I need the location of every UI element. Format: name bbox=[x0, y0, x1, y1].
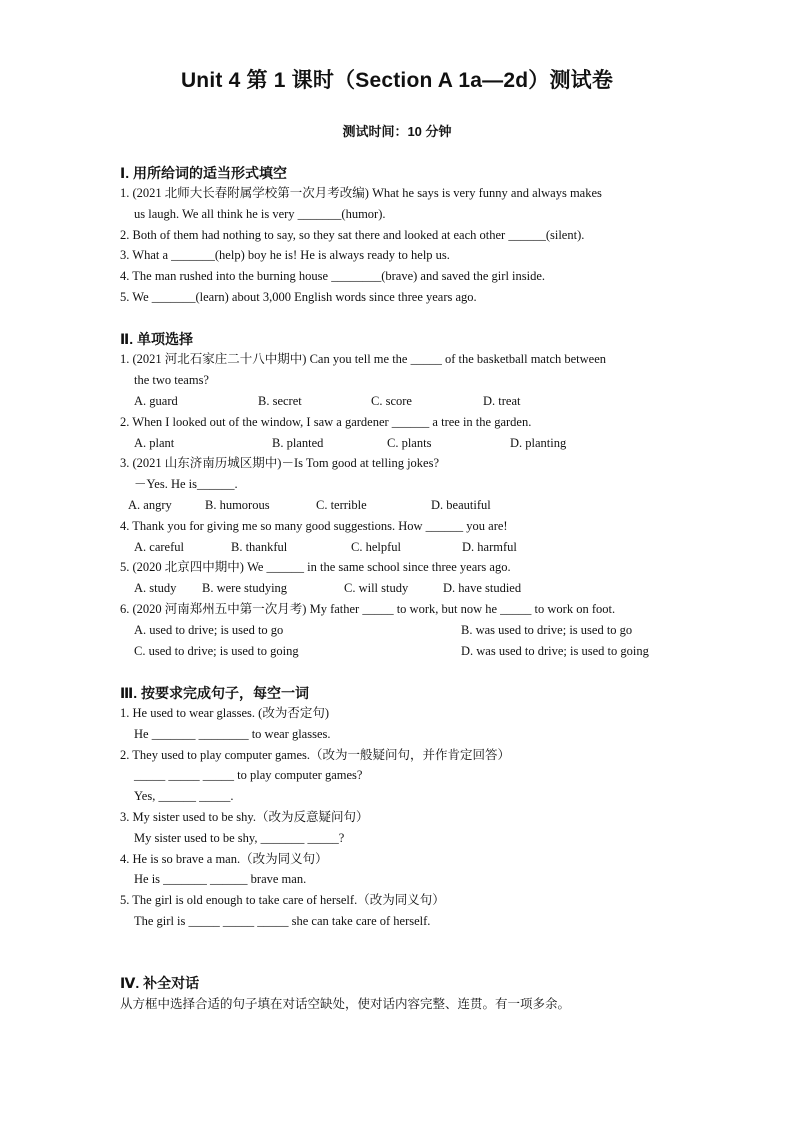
section-3-heading: Ⅲ. 按要求完成句子，每空一词 bbox=[120, 685, 310, 701]
s3-answer-4: He is _______ ______ brave man. bbox=[134, 872, 307, 886]
s3-answer-5: The girl is _____ _____ _____ she can take care of herself. bbox=[134, 914, 431, 928]
option-a: A. guard bbox=[134, 394, 178, 408]
s1-question-1: 1. (2021 北师大长春附属学校第一次月考改编) What he says is very funny and always makes bbox=[120, 186, 602, 200]
s3-answer-1: He _______ ________ to wear glasses. bbox=[134, 727, 331, 741]
option-d: D. was used to drive; is used to going bbox=[461, 644, 649, 658]
s3-answer-2-reply: Yes, ______ _____. bbox=[134, 789, 234, 803]
section-1-heading: Ⅰ. 用所给词的适当形式填空 bbox=[120, 165, 287, 181]
option-a: A. plant bbox=[134, 436, 175, 450]
section-2-heading: Ⅱ. 单项选择 bbox=[120, 331, 194, 347]
section-4-heading: Ⅳ. 补全对话 bbox=[120, 975, 200, 991]
s1-question-3: 3. What a _______(help) boy he is! He is always ready to help us. bbox=[120, 248, 450, 262]
s3-question-2: 2. They used to play computer games.（改为一般疑问句，并作肯定回答） bbox=[120, 748, 511, 762]
option-c: C. terrible bbox=[316, 498, 367, 512]
option-c: C. used to drive; is used to going bbox=[134, 644, 299, 658]
test-time: 测试时间：10 分钟 bbox=[342, 124, 452, 139]
s2-question-3: 3. (2021 山东济南历城区期中)－Is Tom good at telling jokes? bbox=[120, 456, 440, 470]
s3-question-3: 3. My sister used to be shy.（改为反意疑问句） bbox=[120, 810, 369, 824]
option-b: B. thankful bbox=[231, 540, 288, 554]
s1-question-2: 2. Both of them had nothing to say, so they sat there and looked at each other ______(silent). bbox=[120, 228, 585, 242]
option-c: C. will study bbox=[344, 581, 409, 595]
option-b: B. were studying bbox=[202, 581, 288, 595]
s1-question-4: 4. The man rushed into the burning house ________(brave) and saved the girl inside. bbox=[120, 269, 546, 283]
s3-answer-2: _____ _____ _____ to play computer games? bbox=[134, 768, 363, 782]
s2-question-2: 2. When I looked out of the window, I saw a gardener ______ a tree in the garden. bbox=[120, 415, 532, 429]
option-d: D. planting bbox=[510, 436, 567, 450]
s3-question-5: 5. The girl is old enough to take care of herself.（改为同义句） bbox=[120, 893, 445, 907]
s2-question-1-cont: the two teams? bbox=[134, 373, 209, 387]
option-b: B. planted bbox=[272, 436, 324, 450]
option-c: C. plants bbox=[387, 436, 432, 450]
option-a: A. used to drive; is used to go bbox=[134, 623, 284, 637]
option-a: A. angry bbox=[128, 498, 172, 512]
s3-question-1: 1. He used to wear glasses. (改为否定句) bbox=[120, 706, 329, 720]
s3-question-4: 4. He is so brave a man.（改为同义句） bbox=[120, 852, 328, 866]
s1-question-1-cont: us laugh. We all think he is very _______(humor). bbox=[134, 207, 386, 221]
option-d: D. beautiful bbox=[431, 498, 491, 512]
option-b: B. secret bbox=[258, 394, 302, 408]
option-c: C. helpful bbox=[351, 540, 401, 554]
option-d: D. treat bbox=[483, 394, 521, 408]
s2-question-3-reply: －Yes. He is______. bbox=[134, 477, 238, 491]
s2-question-6: 6. (2020 河南郑州五中第一次月考) My father _____ to work, but now he _____ to work on foot. bbox=[120, 602, 616, 616]
option-d: D. harmful bbox=[462, 540, 517, 554]
s2-question-4: 4. Thank you for giving me so many good suggestions. How ______ you are! bbox=[120, 519, 508, 533]
s1-question-5: 5. We _______(learn) about 3,000 English words since three years ago. bbox=[120, 290, 477, 304]
option-a: A. careful bbox=[134, 540, 184, 554]
option-d: D. have studied bbox=[443, 581, 522, 595]
s2-question-5: 5. (2020 北京四中期中) We ______ in the same school since three years ago. bbox=[120, 560, 511, 574]
option-b: B. humorous bbox=[205, 498, 270, 512]
option-c: C. score bbox=[371, 394, 412, 408]
s3-answer-3: My sister used to be shy, _______ _____? bbox=[134, 831, 345, 845]
section-4-instructions: 从方框中选择合适的句子填在对话空缺处，使对话内容完整、连贯。有一项多余。 bbox=[120, 997, 571, 1011]
s2-question-1: 1. (2021 河北石家庄二十八中期中) Can you tell me the _____ of the basketball match between bbox=[120, 352, 607, 366]
page-title: Unit 4 第 1 课时（Section A 1a—2d）测试卷 bbox=[180, 69, 614, 92]
option-b: B. was used to drive; is used to go bbox=[461, 623, 633, 637]
option-a: A. study bbox=[134, 581, 177, 595]
